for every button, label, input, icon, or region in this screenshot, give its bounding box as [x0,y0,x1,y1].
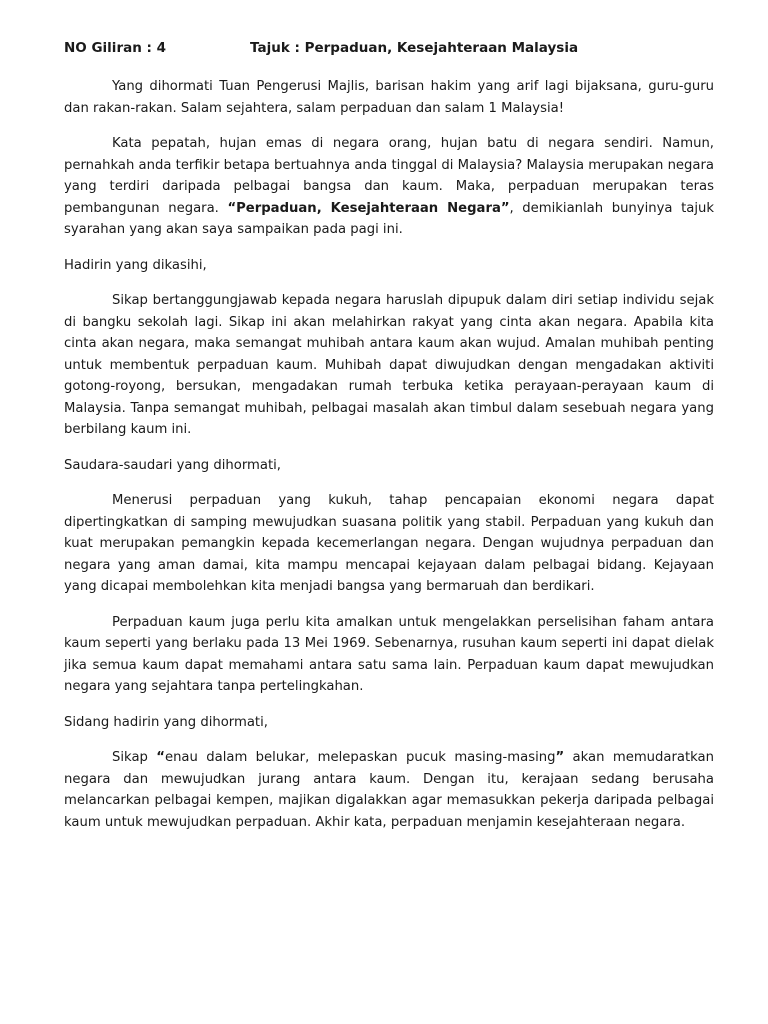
closing-text-a: Sikap [112,750,157,765]
paragraph-race-relations: Perpaduan kaum juga perlu kita amalkan untuk mengelakkan perselisihan faham antara kaum seperti yang berlaku pada 13 Mei 1969. Sebenarnya, rusuhan kaum seperti ini dapat dielak jika semua kaum dapat memahami antara satu sama lain. Perpaduan kaum dapat mewujudkan negara yang sejahtara tanpa pertelingkahan. [64,614,714,694]
intro-paragraph [64,133,714,241]
paragraph-economy: Menerusi perpaduan yang kukuh, tahap pencapaian ekonomi negara dapat dipertingkatkan di samping mewujudkan suasana politik yang stabil. Perpaduan yang kukuh dan kuat merupakan pemangkin kepada kecemerlangan negara. Dengan wujudnya perpaduan dan negara yang aman damai, kita mampu mencapai kejayaan dalam pelbagai bidang. Kejayaan yang dicapai membolehkan kita menjadi bangsa yang bermaruah dan berdikari. [64,493,714,594]
intro-text-b: , demikianlah bunyinya tajuk syarahan yang akan saya sampaikan pada pagi ini. [64,200,714,237]
closing-paragraph [64,747,714,833]
salutation-2: Saudara-saudari yang dihormati, [64,457,281,473]
intro-text-a: Kata pepatah, hujan emas di negara orang, hujan batu di negara sendiri. Namun, pernahkah anda terfikir betapa bertuahnya anda tinggal di Malaysia? Malaysia merupakan negara yang terdiri daripada pelbagai bangsa dan kaum. Maka, perpaduan merupakan teras pembangunan negara. [64,136,714,216]
closing-text-b: akan memudaratkan negara dan mewujudkan jurang antara kaum. Dengan itu, kerajaan sedang berusaha melancarkan pelbagai kempen, majikan digalakkan agar memasukkan pekerja daripada pelbagai kaum untuk mewujudkan perpaduan. Akhir kata, perpaduan menjamin kesejahteraan negara. [64,750,714,830]
turn-number: NO Giliran : 4 [64,40,167,56]
speech-body [64,76,714,833]
salutation-3: Sidang hadirin yang dihormati, [64,714,268,730]
proverb-quote: enau dalam belukar, melepaskan pucuk masing-masing [164,750,556,765]
salutation-1: Hadirin yang dikasihi, [64,257,207,273]
document-header [64,40,714,56]
paragraph-responsibility: Sikap bertanggungjawab kepada negara haruslah dipupuk dalam diri setiap individu sejak di bangku sekolah lagi. Sikap ini akan melahirkan rakyat yang cinta akan negara. Apabila kita cinta akan negara, maka semangat muhibah antara kaum akan wujud. Amalan muhibah penting untuk membentuk perpaduan kaum. Muhibah dapat diwujudkan dengan mengadakan aktiviti gotong-royong, bersukan, mengadakan rumah terbuka ketika perayaan-perayaan kaum di Malaysia. Tanpa semangat muhibah, pelbagai masalah akan timbul dalam sesebuah negara yang berbilang kaum ini. [64,293,714,437]
opening-paragraph: Yang dihormati Tuan Pengerusi Majlis, barisan hakim yang arif lagi bijaksana, guru-guru dan rakan-rakan. Salam sejahtera, salam perpaduan dan salam 1 Malaysia! [64,79,714,116]
speech-title: Tajuk : Perpaduan, Kesejahteraan Malaysia [250,40,579,56]
intro-title-bold: “Perpaduan, Kesejahteraan Negara” [227,200,510,216]
quote-close-mark: ” [555,750,565,765]
quote-open-mark: “ [156,750,165,765]
